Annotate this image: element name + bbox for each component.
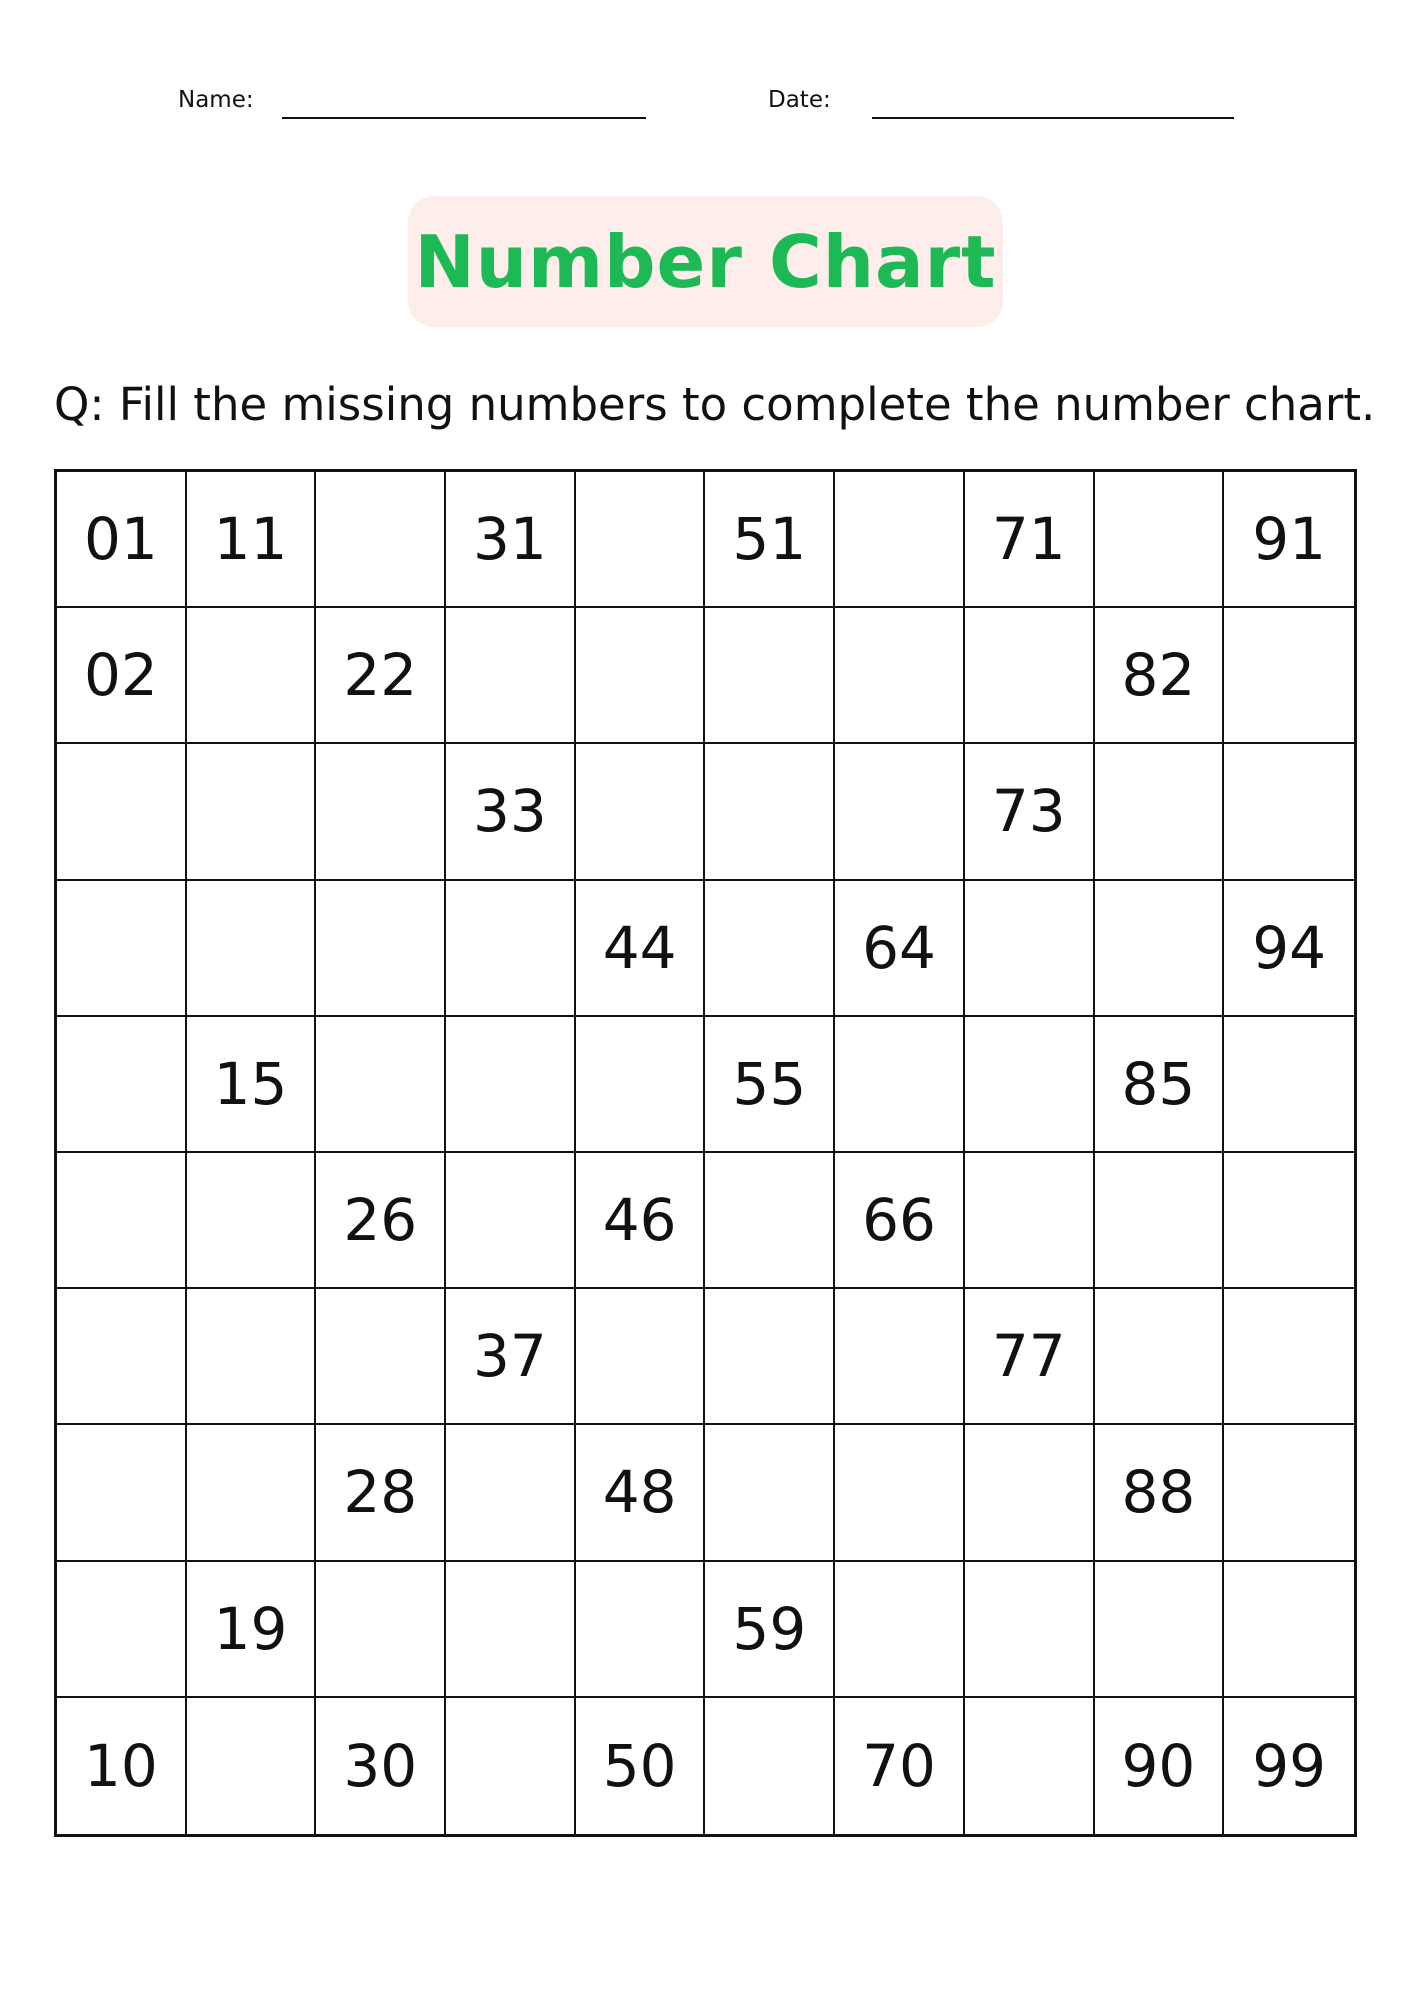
chart-cell-blank[interactable] xyxy=(705,881,835,1017)
chart-cell-blank[interactable] xyxy=(57,744,187,880)
chart-cell-blank[interactable] xyxy=(835,608,965,744)
chart-cell-filled: 99 xyxy=(1252,1731,1327,1800)
chart-cell-blank[interactable] xyxy=(835,744,965,880)
chart-cell-blank[interactable] xyxy=(576,1562,706,1698)
chart-cell-blank[interactable] xyxy=(316,744,446,880)
chart-cell-blank[interactable] xyxy=(1224,744,1354,880)
chart-cell-filled: 02 xyxy=(57,608,187,744)
chart-cell-blank[interactable] xyxy=(316,1017,446,1153)
chart-cell-blank[interactable] xyxy=(576,744,706,880)
chart-cell-blank[interactable] xyxy=(446,1017,576,1153)
chart-cell-blank[interactable] xyxy=(576,1289,706,1425)
chart-cell-blank[interactable] xyxy=(187,1425,317,1561)
chart-cell-filled: 37 xyxy=(446,1289,576,1425)
chart-cell-blank[interactable] xyxy=(705,608,835,744)
chart-cell-blank[interactable] xyxy=(446,881,576,1017)
chart-cell-blank[interactable] xyxy=(965,1017,1095,1153)
chart-cell-blank[interactable] xyxy=(1095,744,1225,880)
chart-cell-blank[interactable] xyxy=(316,881,446,1017)
chart-cell-blank[interactable] xyxy=(316,472,446,608)
title-banner xyxy=(408,196,1003,327)
chart-cell-blank[interactable] xyxy=(576,472,706,608)
chart-cell-filled: 94 xyxy=(1224,881,1354,1017)
chart-cell-filled: 66 xyxy=(835,1153,965,1289)
chart-cell-blank[interactable] xyxy=(965,881,1095,1017)
chart-cell-filled: 26 xyxy=(316,1153,446,1289)
chart-cell-blank[interactable] xyxy=(446,1425,576,1561)
chart-cell-blank[interactable] xyxy=(1224,1289,1354,1425)
chart-cell-blank[interactable] xyxy=(1224,1017,1354,1153)
chart-cell-blank[interactable] xyxy=(965,1562,1095,1698)
chart-cell-blank[interactable] xyxy=(965,1425,1095,1561)
chart-cell-blank[interactable] xyxy=(316,1289,446,1425)
chart-cell-blank[interactable] xyxy=(1224,1425,1354,1561)
chart-cell-filled: 91 xyxy=(1224,472,1354,608)
chart-cell-filled: 10 xyxy=(57,1698,187,1834)
chart-cell-blank[interactable] xyxy=(187,1698,317,1834)
chart-cell-filled: 11 xyxy=(187,472,317,608)
chart-cell-blank[interactable] xyxy=(57,1562,187,1698)
chart-cell-blank[interactable] xyxy=(187,881,317,1017)
chart-cell-blank[interactable] xyxy=(446,1562,576,1698)
chart-cell-blank[interactable] xyxy=(576,608,706,744)
chart-cell-filled: 88 xyxy=(1095,1425,1225,1561)
chart-cell-filled: 82 xyxy=(1095,608,1225,744)
chart-cell-blank[interactable] xyxy=(1095,1153,1225,1289)
page-title: Number Chart xyxy=(414,219,997,304)
chart-cell-blank[interactable] xyxy=(835,472,965,608)
chart-cell-blank[interactable] xyxy=(965,1153,1095,1289)
chart-cell-blank[interactable] xyxy=(705,1153,835,1289)
date-label: Date: xyxy=(768,87,831,113)
chart-cell-blank[interactable] xyxy=(1224,1562,1354,1698)
chart-cell-filled: 55 xyxy=(705,1017,835,1153)
chart-cell-blank[interactable] xyxy=(187,608,317,744)
name-blank-line[interactable] xyxy=(282,117,646,119)
chart-cell-filled: 28 xyxy=(316,1425,446,1561)
chart-cell-blank[interactable] xyxy=(835,1017,965,1153)
chart-cell-filled: 50 xyxy=(576,1698,706,1834)
chart-cell-blank[interactable] xyxy=(835,1289,965,1425)
chart-cell-filled: 77 xyxy=(965,1289,1095,1425)
chart-cell-filled: 73 xyxy=(965,744,1095,880)
chart-cell-blank[interactable] xyxy=(705,1425,835,1561)
chart-cell-blank[interactable] xyxy=(835,1562,965,1698)
chart-cell-blank[interactable] xyxy=(446,1698,576,1834)
chart-cell-blank[interactable] xyxy=(1224,608,1354,744)
chart-cell-blank[interactable] xyxy=(187,1289,317,1425)
chart-cell-blank[interactable] xyxy=(57,1017,187,1153)
date-blank-line[interactable] xyxy=(872,117,1234,119)
chart-cell-blank[interactable] xyxy=(57,1289,187,1425)
chart-cell-blank[interactable] xyxy=(57,881,187,1017)
chart-cell-filled: 85 xyxy=(1095,1017,1225,1153)
chart-cell-filled: 44 xyxy=(576,881,706,1017)
chart-cell-filled: 31 xyxy=(446,472,576,608)
chart-cell-blank[interactable] xyxy=(705,744,835,880)
chart-cell-filled: 01 xyxy=(57,472,187,608)
chart-cell-blank[interactable] xyxy=(187,744,317,880)
chart-cell-filled: 64 xyxy=(835,881,965,1017)
chart-cell-blank[interactable] xyxy=(1095,1289,1225,1425)
chart-cell-filled: 19 xyxy=(187,1562,317,1698)
chart-cell-blank[interactable] xyxy=(1095,881,1225,1017)
question-text: Q: Fill the missing numbers to complete the number chart. xyxy=(54,378,1376,431)
chart-cell-filled: 22 xyxy=(316,608,446,744)
chart-cell-blank[interactable] xyxy=(57,1153,187,1289)
chart-cell-blank[interactable] xyxy=(576,1017,706,1153)
chart-cell-blank[interactable] xyxy=(705,1698,835,1834)
chart-cell-blank[interactable] xyxy=(1224,1153,1354,1289)
chart-cell-blank[interactable] xyxy=(187,1153,317,1289)
chart-cell-blank[interactable] xyxy=(1095,1562,1225,1698)
chart-cell-blank[interactable] xyxy=(705,1289,835,1425)
chart-cell-filled: 33 xyxy=(446,744,576,880)
chart-cell-filled: 90 xyxy=(1095,1698,1225,1834)
chart-cell-filled: 30 xyxy=(316,1698,446,1834)
chart-cell-filled: 46 xyxy=(576,1153,706,1289)
chart-cell-blank[interactable] xyxy=(446,608,576,744)
chart-cell-blank[interactable] xyxy=(1095,472,1225,608)
chart-cell-filled: 71 xyxy=(965,472,1095,608)
chart-cell-blank[interactable] xyxy=(835,1425,965,1561)
chart-cell-blank[interactable] xyxy=(965,608,1095,744)
chart-cell-filled: 48 xyxy=(576,1425,706,1561)
chart-cell-filled: 15 xyxy=(187,1017,317,1153)
chart-cell-blank[interactable] xyxy=(965,1698,1095,1834)
chart-cell-blank[interactable] xyxy=(446,1153,576,1289)
number-chart-grid xyxy=(54,469,1357,1837)
chart-cell-filled: 59 xyxy=(705,1562,835,1698)
chart-cell-blank[interactable] xyxy=(57,1425,187,1561)
chart-cell-blank[interactable] xyxy=(316,1562,446,1698)
chart-cell-filled: 70 xyxy=(835,1698,965,1834)
name-label: Name: xyxy=(178,87,254,113)
chart-cell-filled: 51 xyxy=(705,472,835,608)
